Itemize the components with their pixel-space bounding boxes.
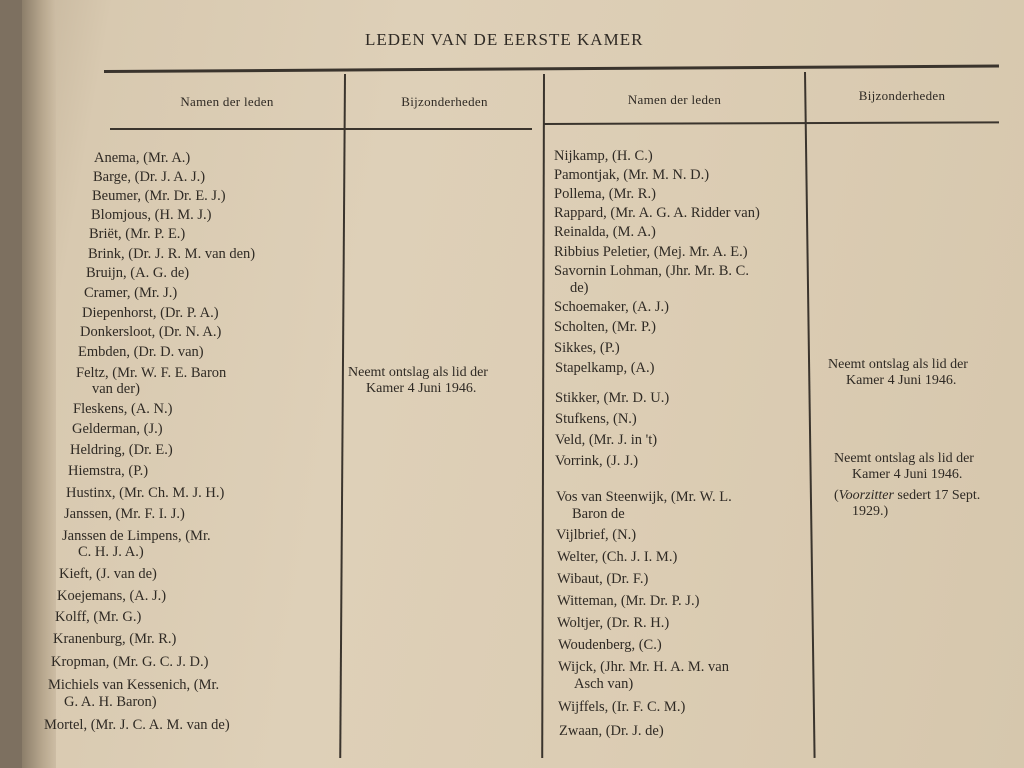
list-item: Welter, (Ch. J. I. M.) <box>557 549 678 565</box>
list-item: Diepenhorst, (Dr. P. A.) <box>82 305 219 321</box>
note-rest: sedert 17 Sept. <box>893 488 981 503</box>
list-item: Stufkens, (N.) <box>555 411 637 427</box>
note-line: Kamer 4 Juni 1946. <box>852 467 963 482</box>
note-vos-van-steenwijk <box>834 488 980 520</box>
list-item: Brink, (Dr. J. R. M. van den) <box>88 246 256 262</box>
note-line: Neemt ontslag als lid der <box>348 365 488 380</box>
list-item: Kieft, (J. van de) <box>59 566 157 582</box>
note-vorrink <box>834 451 974 483</box>
list-item: Witteman, (Mr. Dr. P. J.) <box>557 593 700 609</box>
header-right-names: Namen der leden <box>627 92 722 107</box>
list-item: Donkersloot, (Dr. N. A.) <box>80 324 222 340</box>
list-item: Anema, (Mr. A.) <box>94 150 191 166</box>
note-stapelkamp <box>828 357 968 389</box>
list-item: Vorrink, (J. J.) <box>555 453 639 469</box>
list-item: Savornin Lohman, (Jhr. Mr. B. C. <box>554 263 749 279</box>
list-item: Mortel, (Mr. J. C. A. M. van de) <box>44 717 230 733</box>
list-item: Janssen de Limpens, (Mr. <box>62 528 211 544</box>
note-line: 1929.) <box>852 504 889 519</box>
list-item: Embden, (Dr. D. van) <box>78 344 204 360</box>
list-item: Schoemaker, (A. J.) <box>554 299 669 315</box>
header-left-details: Bijzonderheden <box>401 94 488 109</box>
right-column-divider <box>804 72 815 758</box>
note-line: (Voorzitter sedert 17 Sept. <box>834 488 981 503</box>
left-column-divider <box>339 74 345 758</box>
list-item: Blomjous, (H. M. J.) <box>91 207 212 223</box>
list-item: Vijlbrief, (N.) <box>556 527 637 543</box>
list-item: Sikkes, (P.) <box>554 340 620 356</box>
center-column-divider <box>541 74 545 758</box>
list-item: Pollema, (Mr. R.) <box>554 186 656 202</box>
list-item: Bruijn, (A. G. de) <box>86 265 190 281</box>
list-item: Koejemans, (A. J.) <box>57 588 167 604</box>
list-item: Hiemstra, (P.) <box>68 463 149 479</box>
note-line: Kamer 4 Juni 1946. <box>846 373 957 388</box>
page-title: LEDEN VAN DE EERSTE KAMER <box>365 30 644 49</box>
list-item: Rappard, (Mr. A. G. A. Ridder van) <box>554 205 760 221</box>
list-item-continuation: G. A. H. Baron) <box>64 694 157 710</box>
list-item: Wijffels, (Ir. F. C. M.) <box>558 699 686 715</box>
table-top-rule <box>104 65 999 73</box>
list-item: Stikker, (Mr. D. U.) <box>555 390 670 406</box>
list-item: Wibaut, (Dr. F.) <box>557 571 649 587</box>
list-item: Cramer, (Mr. J.) <box>84 285 178 301</box>
list-item-continuation: van der) <box>92 381 140 397</box>
list-item: Michiels van Kessenich, (Mr. <box>48 677 220 693</box>
document-page <box>22 0 1024 768</box>
list-item: Wijck, (Jhr. Mr. H. A. M. van <box>558 659 729 675</box>
list-item: Kranenburg, (Mr. R.) <box>53 631 177 647</box>
list-item: Feltz, (Mr. W. F. E. Baron <box>76 365 227 381</box>
list-item: Janssen, (Mr. F. I. J.) <box>64 506 185 522</box>
list-item: Beumer, (Mr. Dr. E. J.) <box>92 188 226 204</box>
note-line: Kamer 4 Juni 1946. <box>366 381 477 396</box>
list-item: Hustinx, (Mr. Ch. M. J. H.) <box>66 485 225 501</box>
header-left-names: Namen der leden <box>180 94 274 109</box>
right-header-rule <box>544 121 999 125</box>
note-italic: Voorzitter <box>838 488 894 503</box>
list-item: Ribbius Peletier, (Mej. Mr. A. E.) <box>554 244 748 260</box>
list-item: Briët, (Mr. P. E.) <box>89 226 186 242</box>
list-item: Barge, (Dr. J. A. J.) <box>93 169 206 185</box>
list-item: Woltjer, (Dr. R. H.) <box>557 615 670 631</box>
header-right-details: Bijzonderheden <box>858 88 946 103</box>
list-item: Reinalda, (M. A.) <box>554 224 656 240</box>
list-item-continuation: Baron de <box>572 506 625 522</box>
list-item-continuation: de) <box>570 280 589 296</box>
list-item: Heldring, (Dr. E.) <box>70 442 173 458</box>
list-item: Nijkamp, (H. C.) <box>554 148 653 164</box>
list-item-continuation: C. H. J. A.) <box>78 544 144 560</box>
note-line: Neemt ontslag als lid der <box>834 451 974 466</box>
list-item: Vos van Steenwijk, (Mr. W. L. <box>556 489 732 505</box>
note-line: Neemt ontslag als lid der <box>828 357 968 372</box>
list-item-continuation: Asch van) <box>574 676 634 692</box>
list-item: Kolff, (Mr. G.) <box>55 609 142 625</box>
list-item: Scholten, (Mr. P.) <box>554 319 656 335</box>
list-item: Fleskens, (A. N.) <box>73 401 173 417</box>
list-item: Stapelkamp, (A.) <box>555 360 655 376</box>
list-item: Veld, (Mr. J. in 't) <box>555 432 658 448</box>
list-item: Kropman, (Mr. G. C. J. D.) <box>51 654 209 670</box>
list-item: Zwaan, (Dr. J. de) <box>559 723 664 739</box>
left-header-rule <box>110 128 532 130</box>
list-item: Pamontjak, (Mr. M. N. D.) <box>554 167 710 183</box>
list-item: Woudenberg, (C.) <box>558 637 662 653</box>
note-feltz <box>348 365 488 397</box>
list-item: Gelderman, (J.) <box>72 421 163 437</box>
